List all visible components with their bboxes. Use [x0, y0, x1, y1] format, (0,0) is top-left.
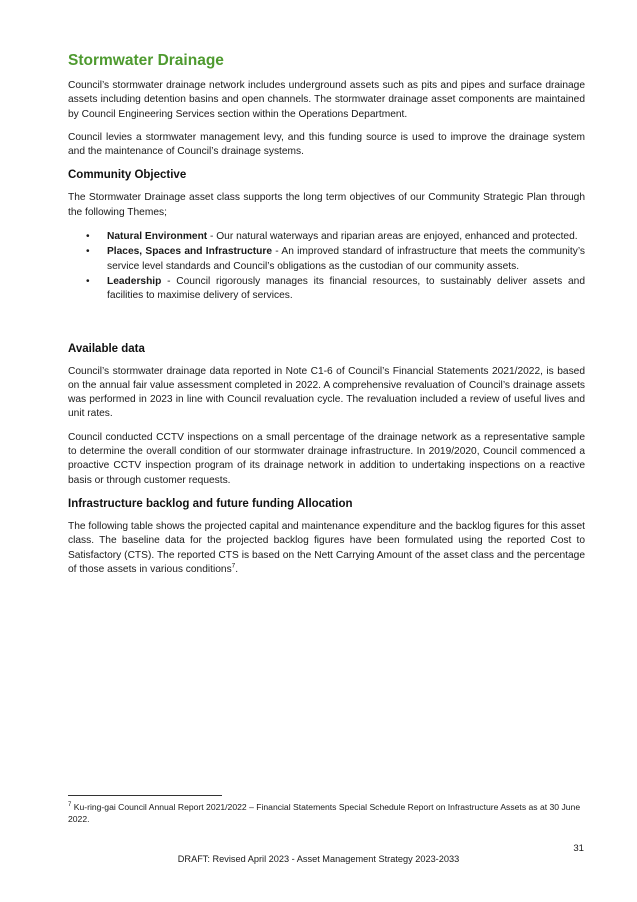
community-objective-heading: Community Objective — [68, 169, 187, 182]
footnote-text: Ku-ring-gai Council Annual Report 2021/2022 – Financial Statements Special Schedule Report on Infrastructure Assets as at 30 June 2022. — [68, 802, 581, 824]
available-data-paragraph-2: Council conducted CCTV inspections on a small percentage of the drainage network as a representative sample to determine the overall condition of our stormwater drainage infrastructure. In 2019/2020, Council commenced a proactive CCTV inspection program of its drainage network in addition to undertaking inspections on a reactive basis or through customer requests. — [68, 431, 585, 486]
theme-name: Natural Environment — [107, 231, 208, 243]
theme-name: Leadership — [107, 275, 162, 287]
section-title: Stormwater Drainage — [68, 52, 224, 69]
community-objective-text: The Stormwater Drainage asset class supports the long term objectives of our Community Strategic Plan through the following Themes; — [68, 192, 585, 218]
page-content — [68, 52, 585, 586]
theme-desc: - An improved standard of infrastructure that meets the community’s service level standards and Council’s obligations as the custodian of our community assets. — [107, 246, 585, 272]
intro-paragraph-2: Council levies a stormwater management levy, and this funding source is used to improve the drainage system and the maintenance of Council’s drainage systems. — [68, 131, 585, 158]
theme-desc: - Council rigorously manages its financial resources, to sustainably deliver assets and facilities to maximise delivery of services. — [107, 275, 585, 302]
theme-name: Places, Spaces and Infrastructure — [107, 246, 273, 258]
theme-item-natural-environment — [68, 230, 585, 244]
page-number: 31 — [573, 843, 584, 854]
backlog-end: . — [235, 563, 239, 575]
theme-item-places-spaces-infrastructure — [68, 245, 585, 274]
bullet-icon: • — [86, 231, 90, 243]
footnote-reference[interactable]: 7 — [231, 562, 236, 570]
footnote — [68, 801, 585, 825]
backlog-paragraph — [68, 520, 585, 577]
theme-item-leadership — [68, 275, 585, 304]
footnote-number: 7 — [68, 802, 72, 809]
bullet-icon: • — [86, 275, 90, 287]
bullet-icon: • — [86, 246, 90, 258]
footnote-divider — [68, 795, 222, 796]
available-data-paragraph-1: Council’s stormwater drainage data reported in Note C1-6 of Council’s Financial Statements 2021/2022, is based on the annual fair value assessment completed in 2022. A comprehensive revaluation of Council’s drainage assets was performed in 2023 in line with Council revaluation cycle. The revaluation included a review of useful lives and unit rates. — [68, 365, 585, 420]
backlog-heading: Infrastructure backlog and future funding Allocation — [68, 497, 353, 510]
theme-desc: - Our natural waterways and riparian areas are enjoyed, enhanced and protected. — [207, 231, 578, 243]
available-data-heading: Available data — [68, 342, 145, 355]
page-footer: DRAFT: Revised April 2023 - Asset Management Strategy 2023-2033 — [177, 854, 460, 864]
intro-paragraph-1: Council’s stormwater drainage network includes underground assets such as pits and pipes and surface drainage assets including detention basins and open channels. The stormwater drainage asset components are maintained by Council Engineering Services section within the Operations Department. — [68, 80, 585, 120]
themes-list — [68, 230, 585, 303]
backlog-text: The following table shows the projected capital and maintenance expenditure and the backlog figures for this asset class. The baseline data for the projected backlog figures have been formulated using the reported Cost to Satisfactory (CTS). The reported CTS is based on the Nett Carrying Amount of the asset class and the percentage of those assets in various conditions — [68, 520, 585, 575]
